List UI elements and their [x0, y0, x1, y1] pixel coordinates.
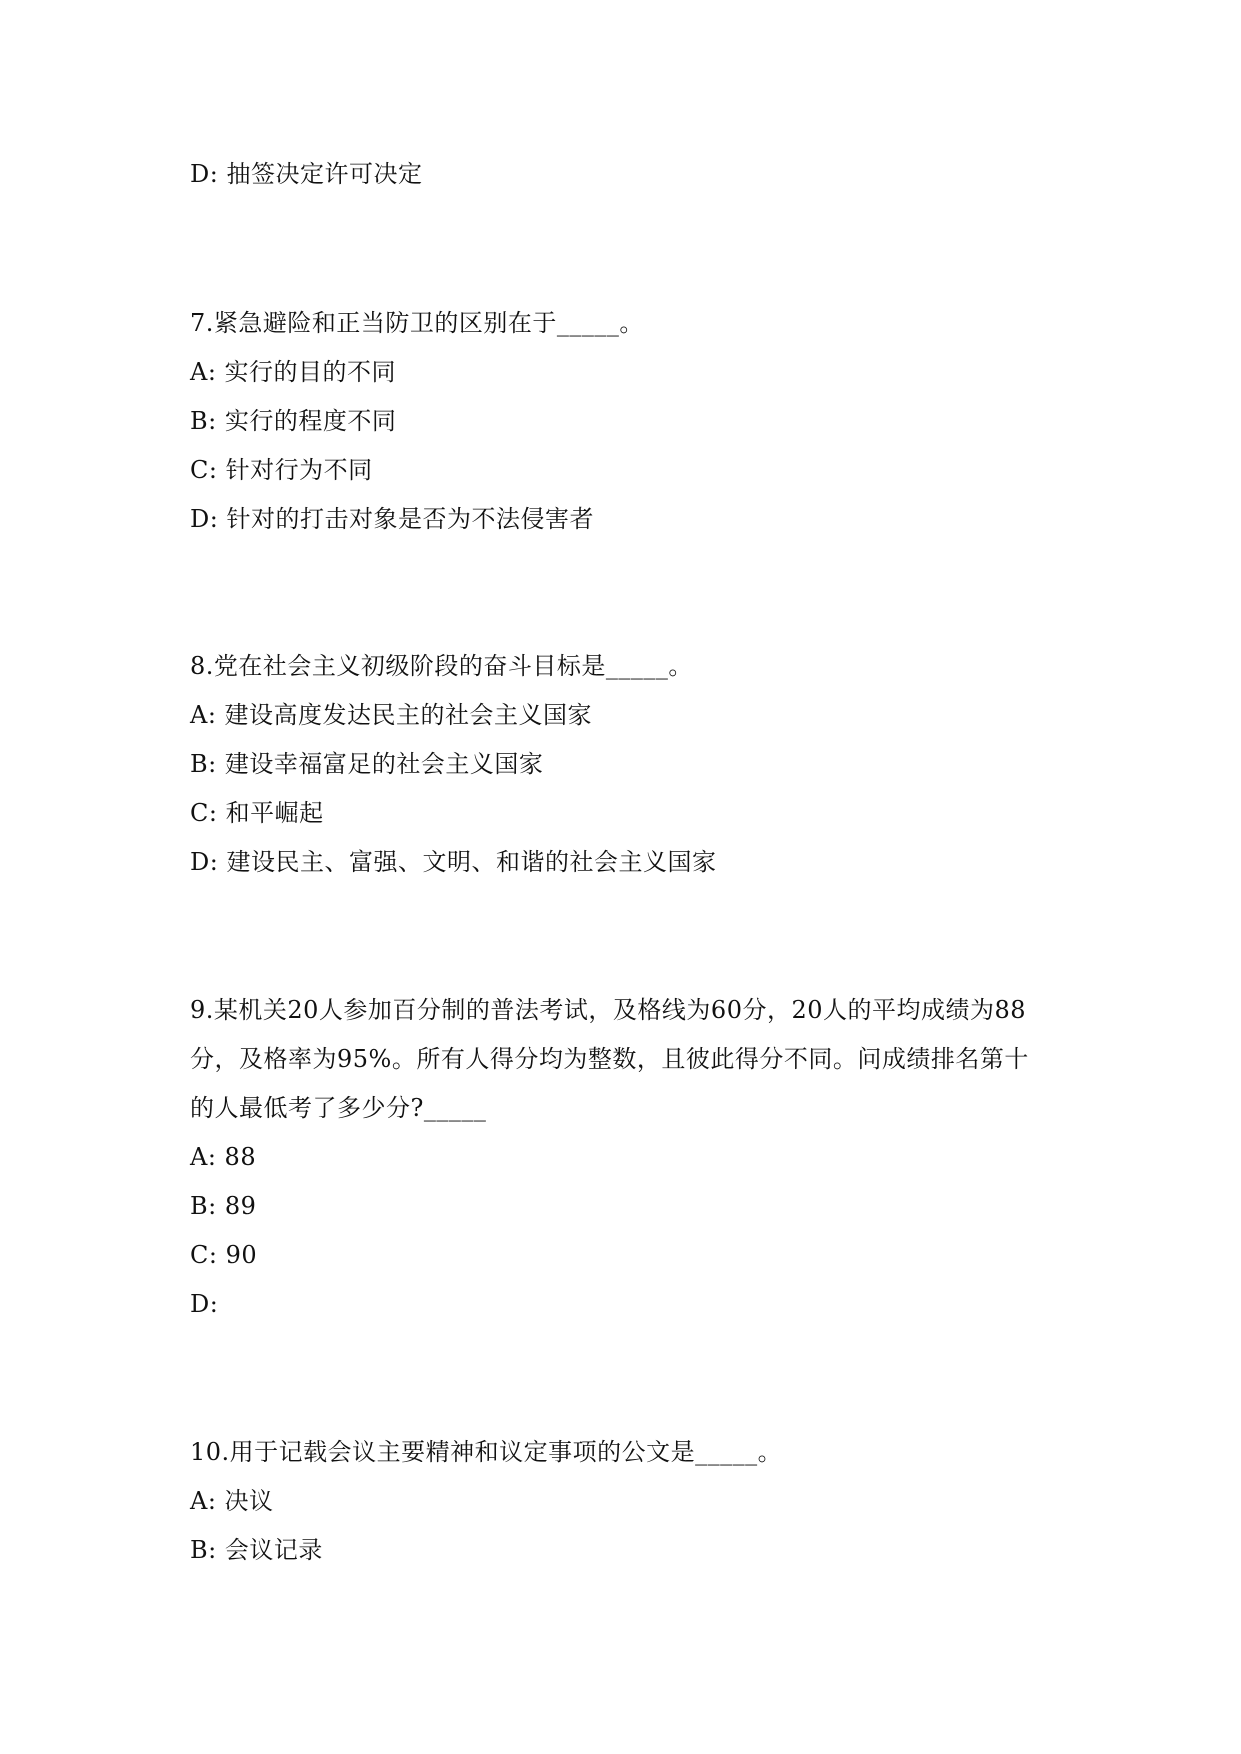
- q8-option-b: B: 建设幸福富足的社会主义国家: [190, 750, 544, 778]
- q9-question-line-2: 分，及格率为95%。所有人得分均为整数，且彼此得分不同。问成绩排名第十: [190, 1045, 1029, 1073]
- q8-option-d: D: 建设民主、富强、文明、和谐的社会主义国家: [190, 848, 717, 876]
- q7-option-a: A: 实行的目的不同: [190, 358, 397, 386]
- q9-option-a: A: 88: [190, 1143, 257, 1171]
- q9-question-line-1: 9.某机关20人参加百分制的普法考试，及格线为60分，20人的平均成绩为88: [190, 996, 1027, 1024]
- q8-question: 8.党在社会主义初级阶段的奋斗目标是_____。: [190, 652, 693, 680]
- q9-option-d: D:: [190, 1290, 219, 1318]
- q9-question-line-3: 的人最低考了多少分?_____: [190, 1094, 487, 1122]
- q8-option-a: A: 建设高度发达民主的社会主义国家: [190, 701, 593, 729]
- q7-option-b: B: 实行的程度不同: [190, 407, 397, 435]
- q7-option-d: D: 针对的打击对象是否为不法侵害者: [190, 505, 594, 533]
- q7-option-c: C: 针对行为不同: [190, 456, 373, 484]
- q9-option-b: B: 89: [190, 1192, 257, 1220]
- q10-option-a: A: 决议: [190, 1487, 274, 1515]
- q7-question: 7.紧急避险和正当防卫的区别在于_____。: [190, 309, 644, 337]
- q10-option-b: B: 会议记录: [190, 1536, 323, 1564]
- q8-option-c: C: 和平崛起: [190, 799, 324, 827]
- q10-question: 10.用于记载会议主要精神和议定事项的公文是_____。: [190, 1438, 783, 1466]
- q6-option-d: D: 抽签决定许可决定: [190, 160, 423, 188]
- q9-option-c: C: 90: [190, 1241, 258, 1269]
